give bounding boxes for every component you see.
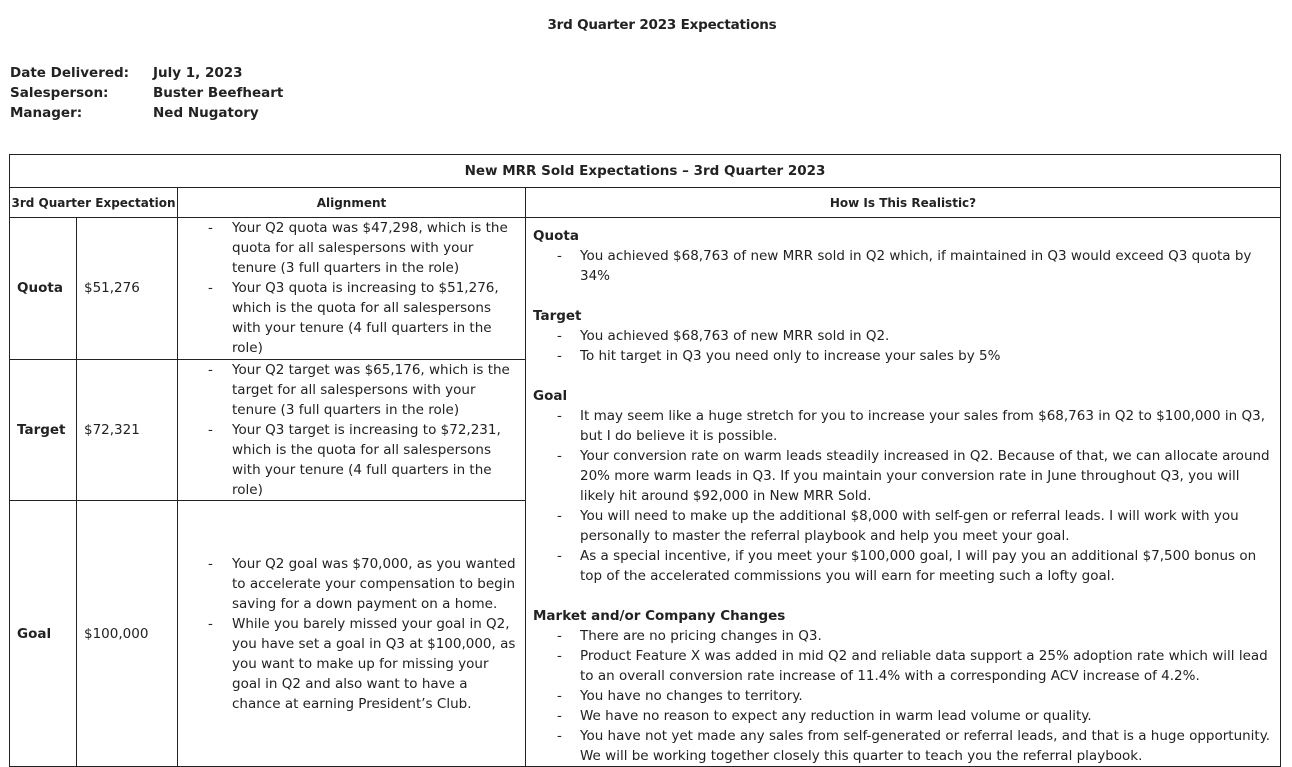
- meta-value: July 1, 2023: [153, 65, 243, 81]
- row-value: $51,276: [77, 218, 178, 360]
- section-title-target: Target: [533, 308, 582, 324]
- row-value: $100,000: [77, 501, 178, 767]
- realistic-cell: [526, 218, 1281, 767]
- row-value: $72,321: [77, 359, 178, 501]
- row-label: Target: [10, 359, 77, 501]
- realistic-item: - You will need to make up the additional $8,000 with self-gen or referral leads. I will work with you personally to master the referral playbook and help you meet your goal.: [580, 506, 1276, 546]
- document-meta: [10, 63, 283, 123]
- expectations-table: [9, 154, 1281, 767]
- meta-label: Date Delivered:: [10, 65, 130, 81]
- meta-label: Salesperson:: [10, 85, 109, 101]
- meta-row-date: [10, 63, 283, 83]
- realistic-item: - You have not yet made any sales from self-generated or referral leads, and that is a huge opportunity. We will be working together closely this quarter to teach you the referral playbook.: [580, 726, 1276, 766]
- alignment-cell: [178, 501, 526, 767]
- row-label: Goal: [10, 501, 77, 767]
- meta-label: Manager:: [10, 105, 83, 121]
- alignment-item: - Your Q2 target was $65,176, which is the target for all salespersons with your tenure (3 full quarters in the role): [232, 360, 519, 420]
- realistic-item: - As a special incentive, if you meet your $100,000 goal, I will pay you an additional $7,500 bonus on top of the accelerated commissions you will earn for meeting such a lofty goal.: [580, 546, 1276, 586]
- realistic-item: - You achieved $68,763 of new MRR sold in Q2 which, if maintained in Q3 would exceed Q3 quota by 34%: [580, 246, 1276, 286]
- alignment-item: - Your Q3 target is increasing to $72,231, which is the quota for all salespersons with your tenure (4 full quarters in the role): [232, 420, 519, 500]
- column-header-alignment: Alignment: [178, 188, 526, 218]
- realistic-item: - We have no reason to expect any reduction in warm lead volume or quality.: [580, 706, 1276, 726]
- section-title-quota: Quota: [533, 228, 579, 244]
- column-header-expectation: 3rd Quarter Expectation: [10, 188, 178, 218]
- meta-row-manager: [10, 103, 283, 123]
- alignment-item: - While you barely missed your goal in Q2, you have set a goal in Q3 at $100,000, as you want to make up for missing your goal in Q2 and also want to have a chance at earning President’s Club.: [232, 614, 519, 714]
- table-row-quota: [10, 218, 1281, 360]
- realistic-item: - To hit target in Q3 you need only to increase your sales by 5%: [580, 346, 1276, 366]
- meta-value: Buster Beefheart: [153, 85, 284, 101]
- realistic-item: - You have no changes to territory.: [580, 686, 1276, 706]
- row-label: Quota: [10, 218, 77, 360]
- meta-row-salesperson: [10, 83, 283, 103]
- realistic-item: - Product Feature X was added in mid Q2 and reliable data support a 25% adoption rate which will lead to an overall conversion rate increase of 11.4% with a corresponding ACV increase of 4.2%.: [580, 646, 1276, 686]
- alignment-item: - Your Q2 goal was $70,000, as you wanted to accelerate your compensation to begin saving for a down payment on a home.: [232, 554, 519, 614]
- document-title: 3rd Quarter 2023 Expectations: [547, 17, 777, 33]
- section-title-market: Market and/or Company Changes: [533, 608, 786, 624]
- alignment-item: - Your Q3 quota is increasing to $51,276, which is the quota for all salespersons with your tenure (4 full quarters in the role): [232, 278, 519, 358]
- table-title: New MRR Sold Expectations – 3rd Quarter 2023: [10, 155, 1281, 188]
- alignment-cell: [178, 218, 526, 360]
- alignment-item: - Your Q2 quota was $47,298, which is the quota for all salespersons with your tenure (3 full quarters in the role): [232, 218, 519, 278]
- realistic-item: - Your conversion rate on warm leads steadily increased in Q2. Because of that, we can allocate around 20% more warm leads in Q3. If you maintain your conversion rate in June throughout Q3, you will likely hit around $92,000 in New MRR Sold.: [580, 446, 1276, 506]
- meta-value: Ned Nugatory: [153, 105, 259, 121]
- realistic-item: - You achieved $68,763 of new MRR sold in Q2.: [580, 326, 1276, 346]
- realistic-item: - It may seem like a huge stretch for you to increase your sales from $68,763 in Q2 to $100,000 in Q3, but I do believe it is possible.: [580, 406, 1276, 446]
- alignment-cell: [178, 359, 526, 501]
- section-title-goal: Goal: [533, 388, 568, 404]
- column-header-realistic: How Is This Realistic?: [526, 188, 1281, 218]
- realistic-item: - There are no pricing changes in Q3.: [580, 626, 1276, 646]
